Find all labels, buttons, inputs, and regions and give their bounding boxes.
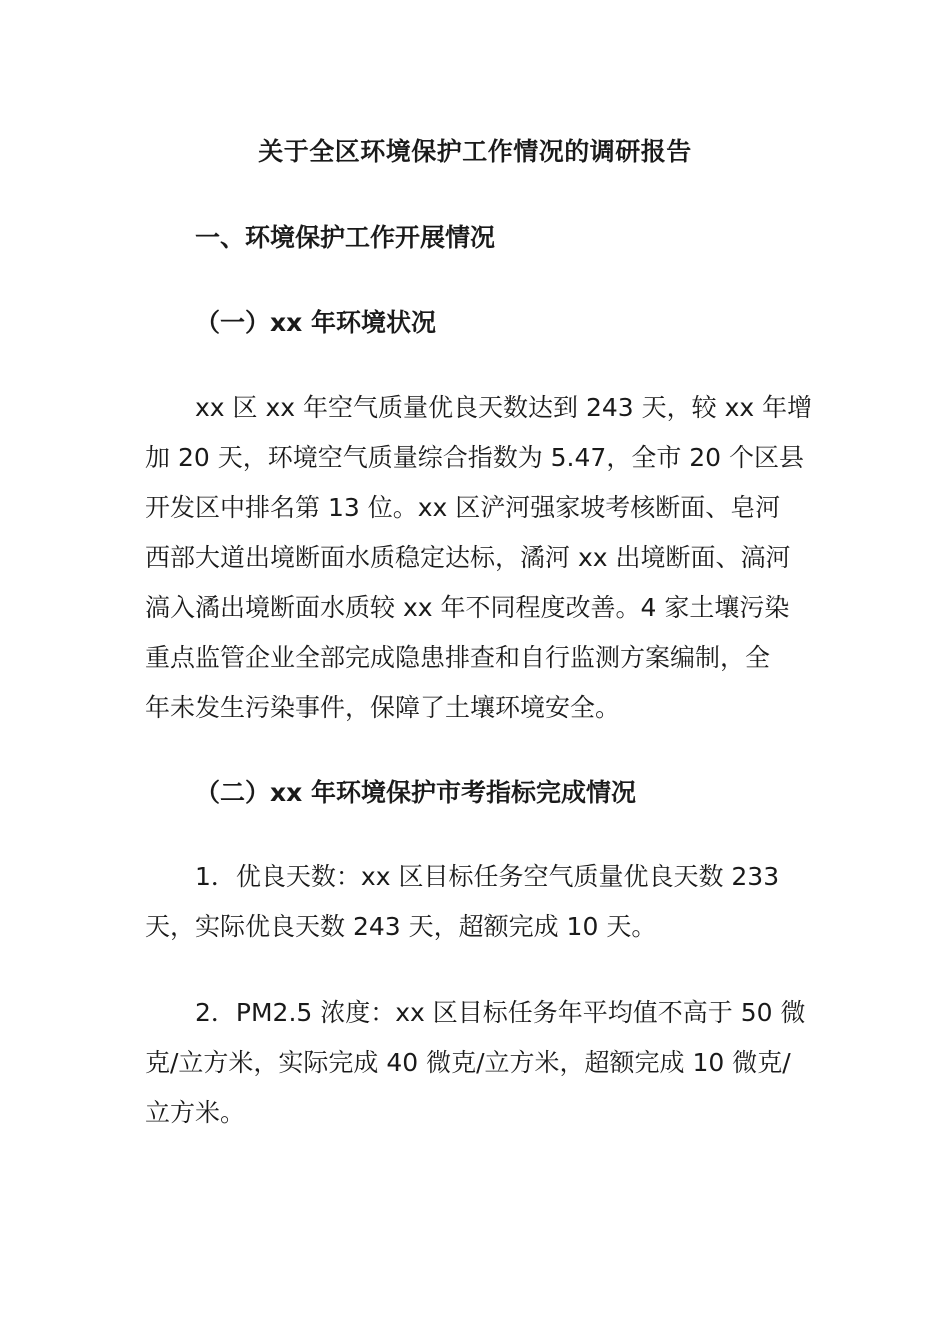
paragraph-environment-status (145, 383, 811, 733)
paragraph-line: 年未发生污染事件，保障了土壤环境安全。 (145, 693, 621, 722)
paragraph-line: 立方米。 (145, 1098, 246, 1127)
paragraph-good-days (145, 852, 811, 952)
paragraph-line: 开发区中排名第 13 位。xx 区浐河强家坡考核断面、皂河 (145, 493, 781, 522)
paragraph-line: 2．PM2.5 浓度：xx 区目标任务年平均值不高于 50 微 (195, 998, 806, 1027)
document-title: 关于全区环境保护工作情况的调研报告 (258, 137, 692, 166)
paragraph-line: 加 20 天，环境空气质量综合指数为 5.47，全市 20 个区县 (145, 443, 805, 472)
section-heading-1: 一、环境保护工作开展情况 (195, 223, 496, 252)
paragraph-line: 滈入潏出境断面水质较 xx 年不同程度改善。4 家土壤污染 (145, 593, 790, 622)
paragraph-line: 克/立方米，实际完成 40 微克/立方米，超额完成 10 微克/ (145, 1048, 791, 1077)
paragraph-line: 重点监管企业全部完成隐患排查和自行监测方案编制，全 (145, 643, 771, 672)
paragraph-line: xx 区 xx 年空气质量优良天数达到 243 天，较 xx 年增 (195, 393, 813, 422)
paragraph-line: 西部大道出境断面水质稳定达标，潏河 xx 出境断面、滈河 (145, 543, 791, 572)
subsection-heading-2: （二）xx 年环境保护市考指标完成情况 (195, 778, 636, 807)
subsection-heading-1: （一）xx 年环境状况 (195, 308, 436, 337)
paragraph-line: 1．优良天数：xx 区目标任务空气质量优良天数 233 (195, 862, 780, 891)
paragraph-line: 天，实际优良天数 243 天，超额完成 10 天。 (145, 912, 657, 941)
paragraph-pm25 (145, 988, 811, 1138)
